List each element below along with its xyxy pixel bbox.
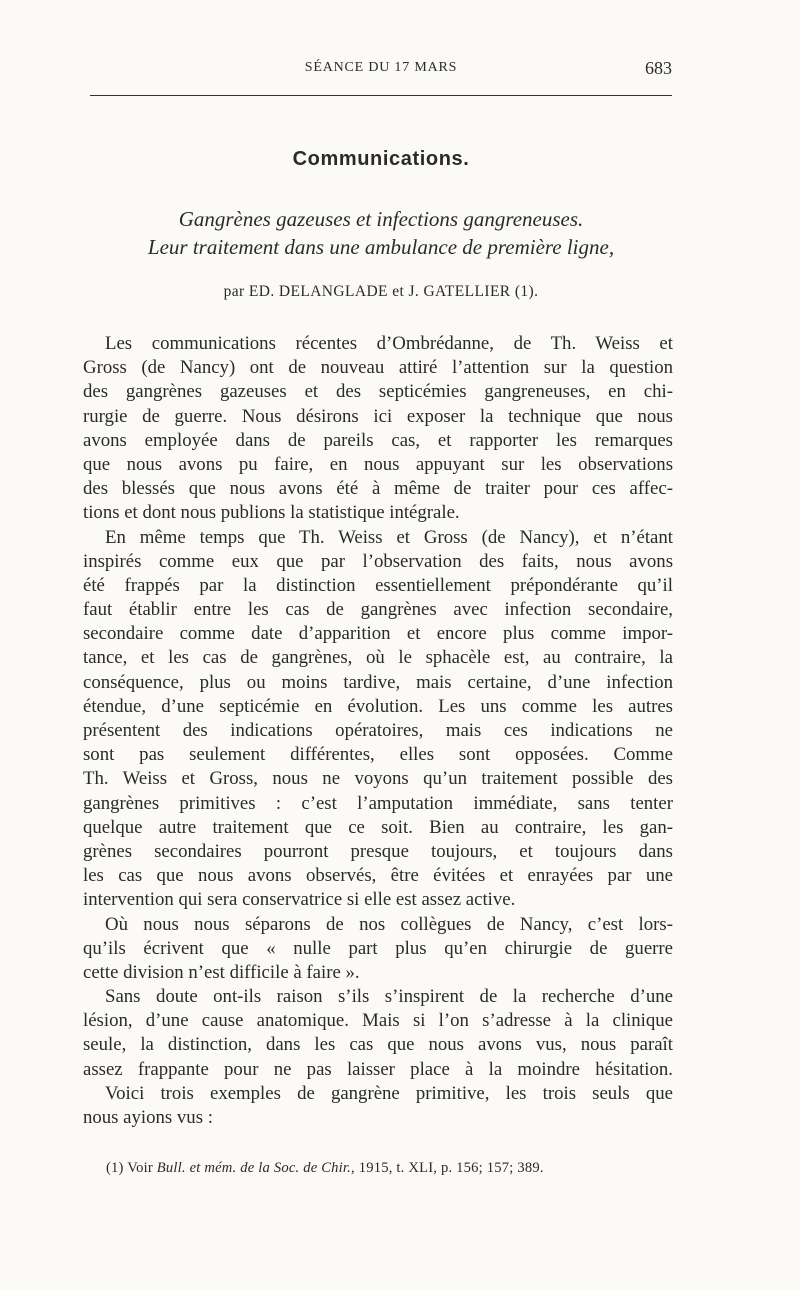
article-title-line: Gangrènes gazeuses et infections gangreneuses. (178, 207, 584, 231)
article-title (90, 205, 672, 261)
article-title-line: Leur traitement dans une ambulance de première ligne, (147, 235, 615, 259)
footnote-lead: Voir (127, 1160, 153, 1176)
text-line: Les communications récentes d’Ombrédanne, de Th. Weiss et (105, 333, 673, 354)
running-head (90, 58, 672, 84)
text-line: qu’ils écrivent que « nulle part plus qu’en chirurgie de guerre (83, 937, 673, 959)
text-line: rurgie de guerre. Nous désirons ici exposer la technique que nous (83, 405, 673, 427)
text-line: des gangrènes gazeuses et des septicémies gangreneuses, en chi- (83, 381, 673, 403)
text-line: faut établir entre les cas de gangrènes avec infection secondaire, (83, 599, 673, 621)
footnote-reference: , 1915, t. XLI, p. 156; 157; 389. (351, 1160, 544, 1176)
text-line: Voici trois exemples de gangrène primitive, les trois seuls que (105, 1082, 673, 1104)
text-line: tions et dont nous publions la statistique intégrale. (83, 502, 460, 524)
text-line: cette division n’est difficile à faire ». (83, 961, 360, 983)
text-line: tance, et les cas de gangrènes, où le sphacèle est, au contraire, la (83, 647, 673, 669)
page-number: 683 (645, 58, 672, 78)
text-line: les cas que nous avons observés, être évitées et enrayées par une (83, 865, 673, 887)
text-line: présentent des indications opératoires, mais ces indications ne (83, 720, 673, 741)
footnote-journal: Bull. et mém. de la Soc. de Chir. (156, 1160, 352, 1176)
running-title: SÉANCE DU 17 MARS (304, 60, 458, 75)
text-line: secondaire comme date d’apparition et encore plus comme impor- (83, 623, 673, 645)
header-rule (90, 95, 672, 96)
text-line: lésion, d’une cause anatomique. Mais si l’on s’adresse à la clinique (83, 1010, 673, 1032)
text-line: que nous avons pu faire, en nous appuyant sur les observations (83, 453, 673, 475)
text-line: quelque autre traitement que ce soit. Bien au contraire, les gan- (83, 816, 673, 838)
body-text (83, 332, 673, 1130)
text-line: gangrènes primitives : c’est l’amputation immédiate, sans tenter (83, 792, 673, 814)
byline: par ED. DELANGLADE et J. GATELLIER (1). (223, 283, 539, 300)
text-line: conséquence, plus ou moins tardive, mais certaine, d’une infection (83, 671, 673, 693)
text-line: assez frappante pour ne pas laisser place à la moindre hésitation. (83, 1058, 673, 1080)
text-line: Sans doute ont-ils raison s’ils s’inspirent de la recherche d’une (105, 986, 673, 1008)
text-line: été frappés par la distinction essentiellement prépondérante qu’il (83, 574, 673, 596)
text-line: étendue, d’une septicémie en évolution. Les uns comme les autres (83, 695, 673, 717)
text-line: En même temps que Th. Weiss et Gross (de Nancy), et n’étant (105, 526, 673, 548)
text-line: intervention qui sera conservatrice si elle est assez active. (83, 889, 516, 911)
text-line: avons employée dans de pareils cas, et rapporter les remarques (83, 429, 673, 451)
footnote (106, 1160, 666, 1177)
text-line: inspirés comme eux que par l’observation des faits, nous avons (83, 550, 673, 572)
text-line: grènes secondaires pourront presque toujours, et toujours dans (83, 840, 673, 862)
text-line: seule, la distinction, dans les cas que nous avons vus, nous paraît (83, 1034, 673, 1056)
text-line: sont pas seulement différentes, elles sont opposées. Comme (83, 744, 673, 766)
text-line: Gross (de Nancy) ont de nouveau attiré l’attention sur la question (83, 357, 673, 379)
footnote-marker: (1) (106, 1160, 124, 1176)
text-line: nous ayions vus : (83, 1107, 213, 1128)
text-line: des blessés que nous avons été à même de traiter pour ces affec- (83, 478, 673, 500)
section-heading: Communications. (292, 148, 470, 170)
text-line: Où nous nous séparons de nos collègues de Nancy, c’est lors- (105, 913, 673, 935)
text-line: Th. Weiss et Gross, nous ne voyons qu’un traitement possible des (83, 768, 673, 790)
